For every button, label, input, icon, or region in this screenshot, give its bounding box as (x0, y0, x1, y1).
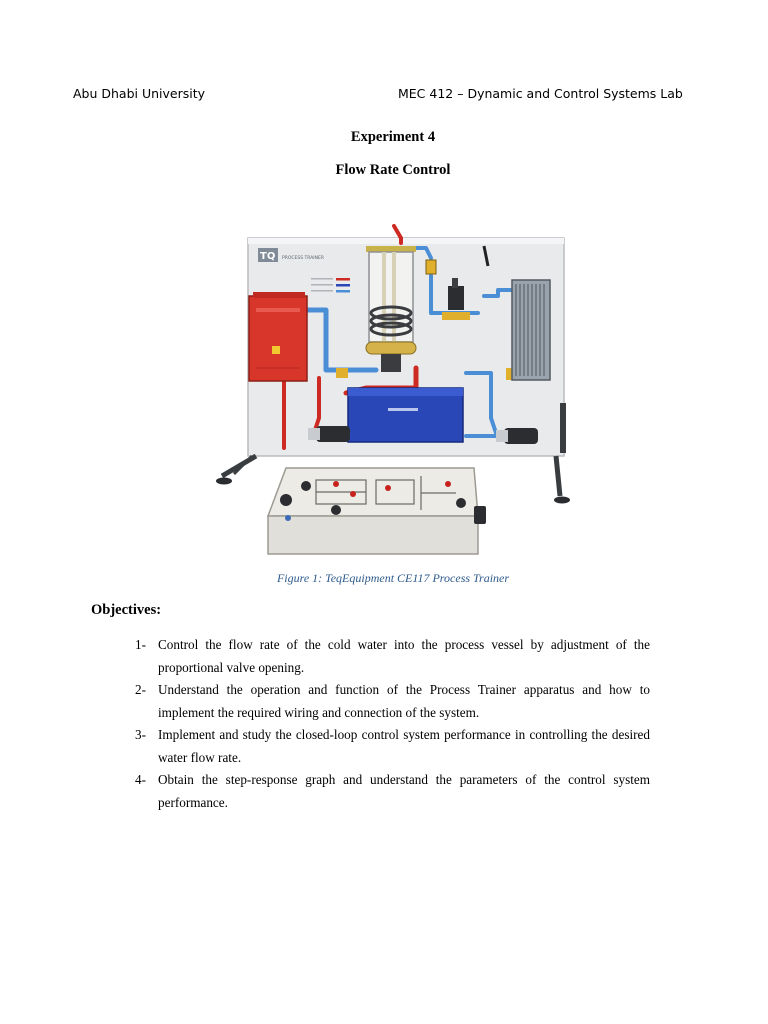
svg-text:PROCESS TRAINER: PROCESS TRAINER (282, 256, 324, 261)
objectives-heading: Objectives: (91, 602, 162, 618)
pump-right-icon (496, 428, 538, 444)
svg-text:TQ: TQ (260, 251, 276, 262)
heater-unit-icon (249, 292, 307, 381)
list-item-text: Understand the operation and function of the Process Trainer apparatus and how to implement the required wiring and connection of the system. (158, 682, 650, 720)
experiment-subtitle: Flow Rate Control (335, 162, 451, 178)
list-item-text: Implement and study the closed-loop control system performance in controlling the desired water flow rate. (158, 727, 650, 765)
list-item (135, 724, 650, 769)
control-console-icon (268, 468, 486, 554)
figure-caption: Figure 1: TeqEquipment CE117 Process Trainer (276, 571, 510, 585)
pump-left-icon (308, 426, 350, 442)
experiment-title: Experiment 4 (350, 129, 436, 145)
header-course: MEC 412 – Dynamic and Control Systems Lab (398, 86, 683, 101)
radiator-cooler-icon (512, 280, 550, 380)
list-item (135, 769, 650, 814)
process-vessel-icon (366, 246, 416, 372)
list-item (135, 679, 650, 724)
objectives-list (135, 634, 650, 814)
list-item-text: Obtain the step-response graph and understand the parameters of the control system performance. (158, 772, 650, 810)
process-trainer-figure (216, 218, 572, 558)
sump-tank-icon (348, 388, 463, 442)
list-item-number: 4- (135, 772, 146, 787)
list-item (135, 634, 650, 679)
list-item-number: 1- (135, 637, 146, 652)
list-item-text: Control the flow rate of the cold water into the process vessel by adjustment of the proportional valve opening. (158, 637, 650, 675)
header-university: Abu Dhabi University (73, 86, 206, 101)
list-item-number: 3- (135, 727, 146, 742)
list-item-number: 2- (135, 682, 146, 697)
